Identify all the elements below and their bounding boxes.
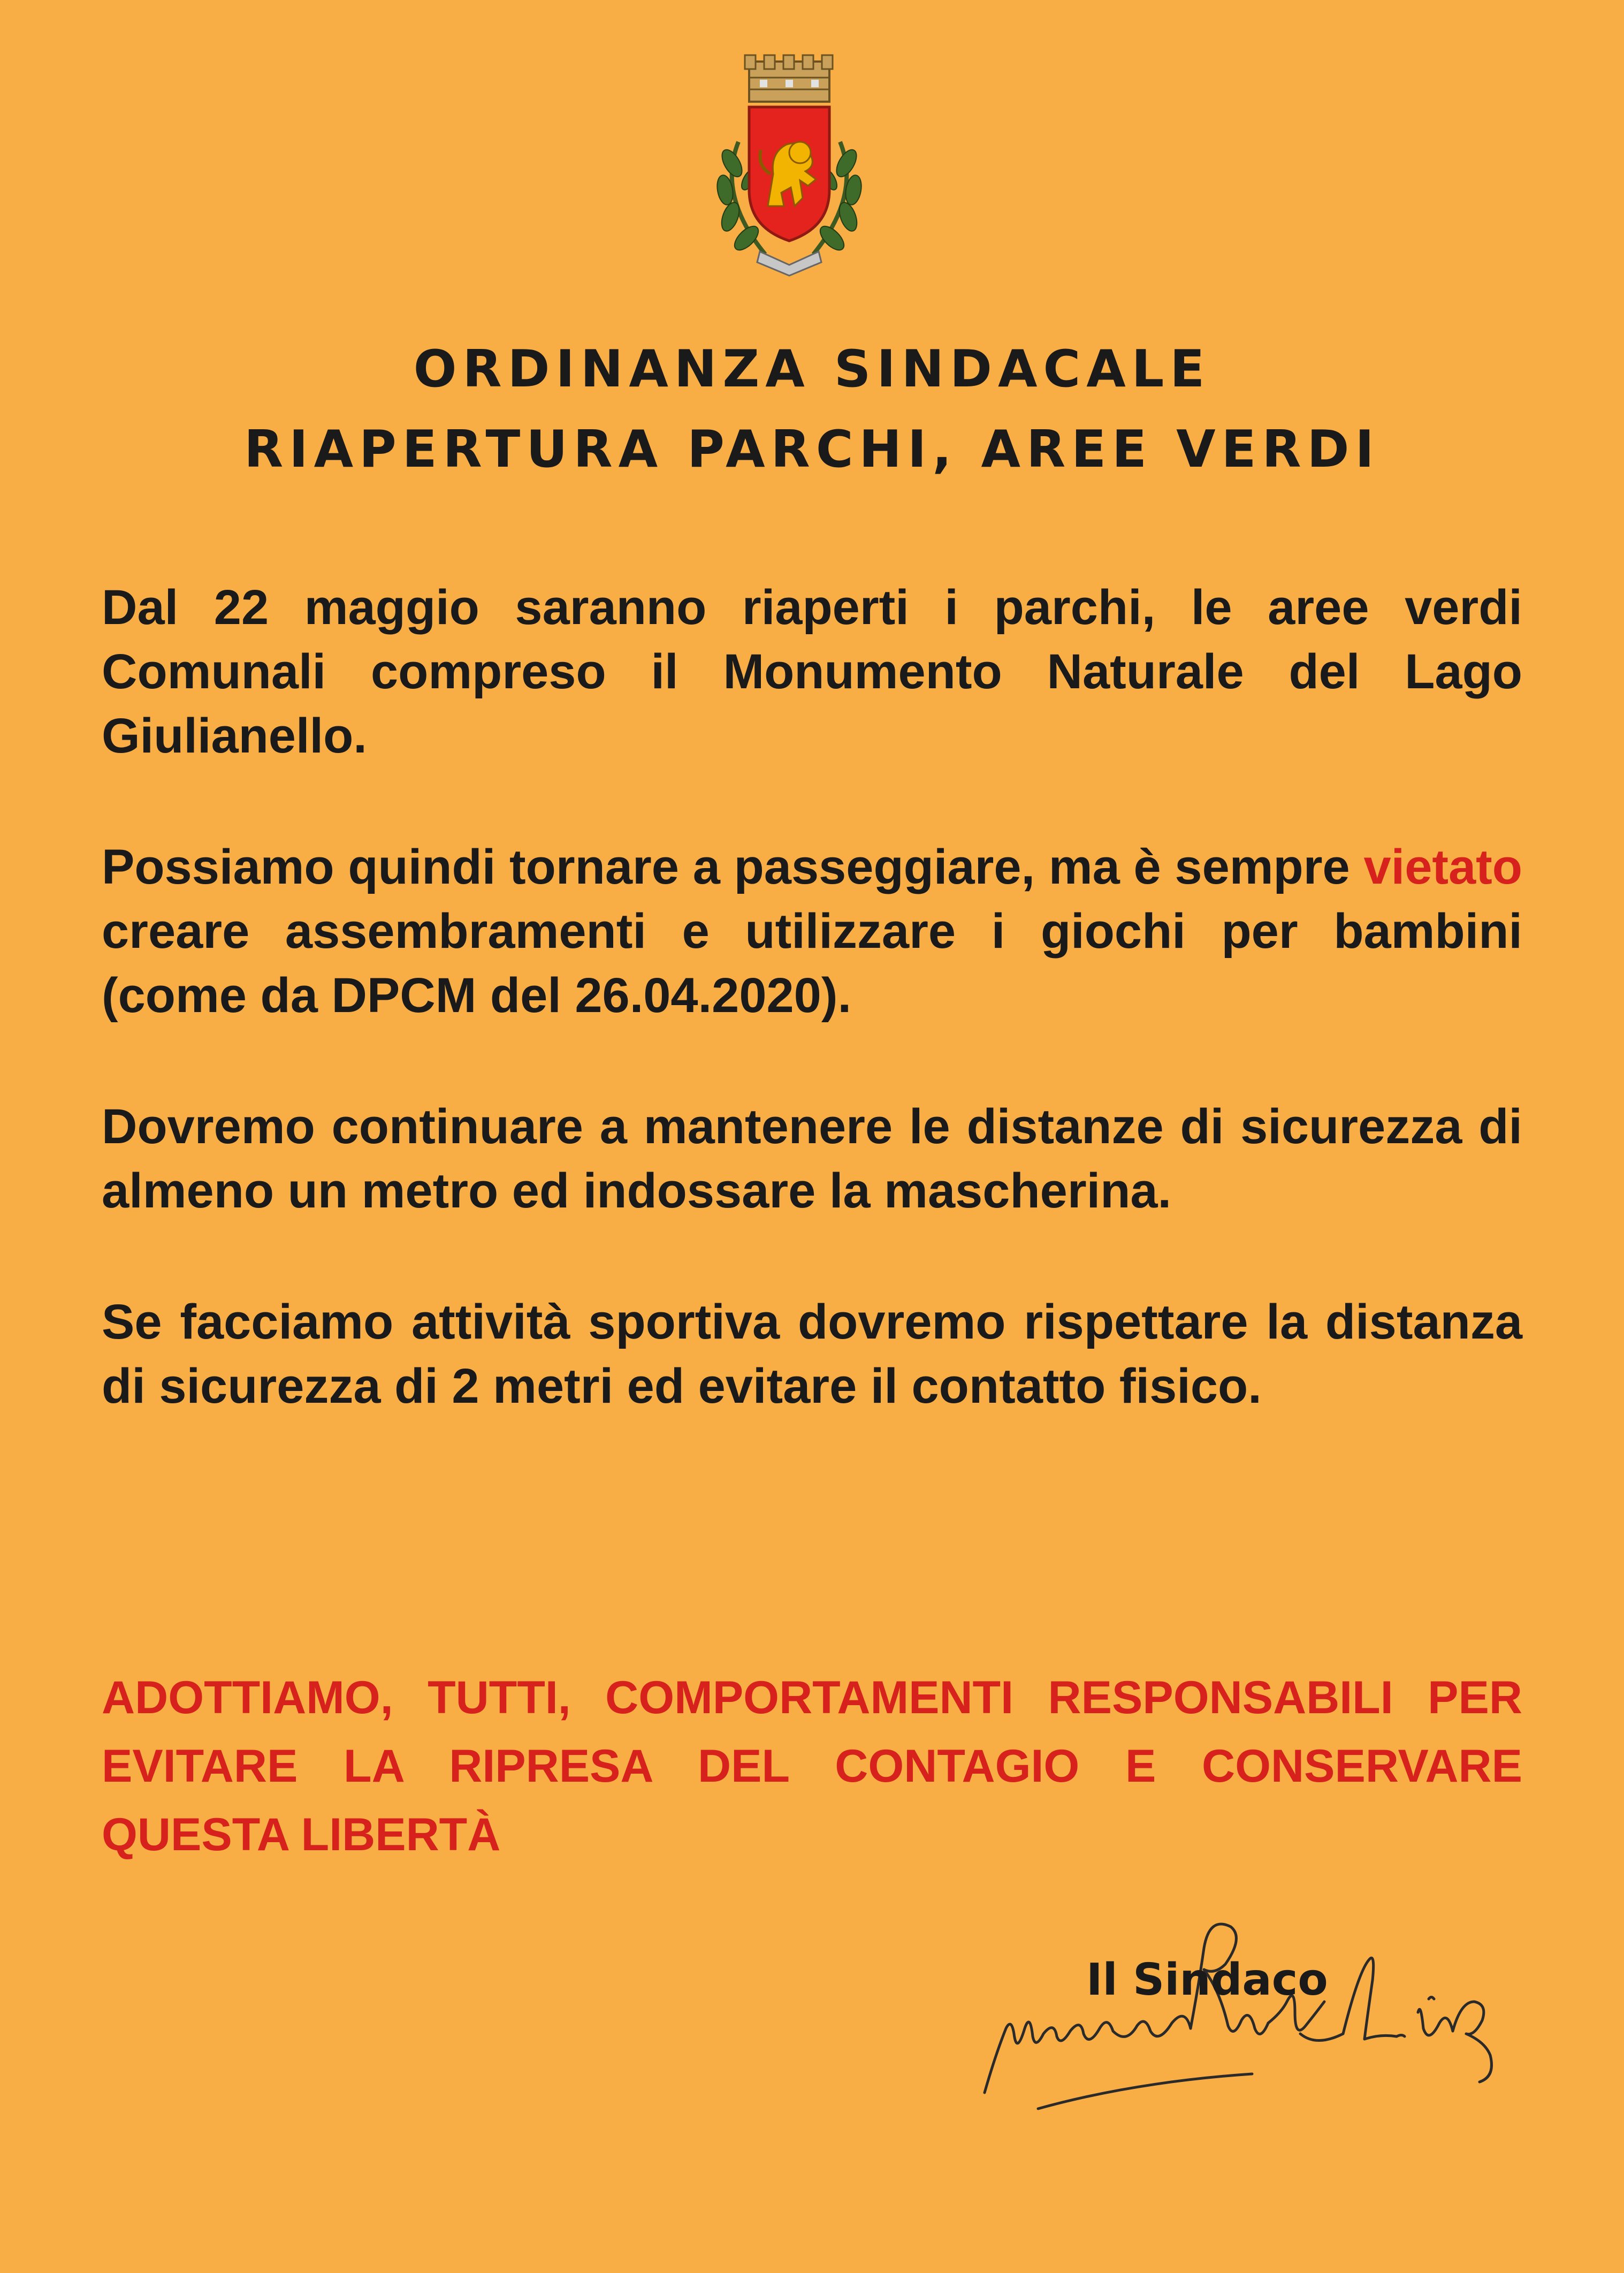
- responsibility-appeal: ADOTTIAMO, TUTTI, COMPORTAMENTI RESPONSABILI PER EVITARE LA RIPRESA DEL CONTAGIO E CONSERVARE QUESTA LIBERTÀ: [102, 1672, 1522, 1860]
- paragraph-reopening: Dal 22 maggio saranno riaperti i parchi, le aree verdi Comunali compreso il Monumento Naturale del Lago Giulianello.: [102, 580, 1522, 763]
- coat-of-arms-icon: [701, 45, 878, 286]
- notice-body: [102, 575, 1522, 1418]
- mayor-label: Il Sindaco: [1086, 1955, 1328, 2005]
- paragraph-prohibitions: [102, 835, 1522, 1028]
- title-block: [0, 329, 1624, 490]
- paragraph-prohibitions-start: Possiamo quindi tornare a passeggiare, ma è sempre: [102, 840, 1350, 894]
- crown-icon: [745, 55, 833, 102]
- prohibited-highlight: vietato: [1363, 840, 1522, 894]
- document-subtitle: RIAPERTURA PARCHI, AREE VERDI: [244, 420, 1380, 479]
- document-title: ORDINANZA SINDACALE: [413, 340, 1211, 399]
- paragraph-distancing: Dovremo continuare a mantenere le distanze di sicurezza di almeno un metro ed indossare la mascherina.: [102, 1099, 1522, 1218]
- paragraph-prohibitions-end: creare assembramenti e utilizzare i giochi per bambini (come da DPCM del 26.04.2020).: [102, 904, 1522, 1023]
- handwritten-signature-icon: [974, 1905, 1536, 2130]
- paragraph-sports: Se facciamo attività sportiva dovremo rispettare la distanza di sicurezza di 2 metri ed evitare il contatto fisico.: [102, 1295, 1522, 1413]
